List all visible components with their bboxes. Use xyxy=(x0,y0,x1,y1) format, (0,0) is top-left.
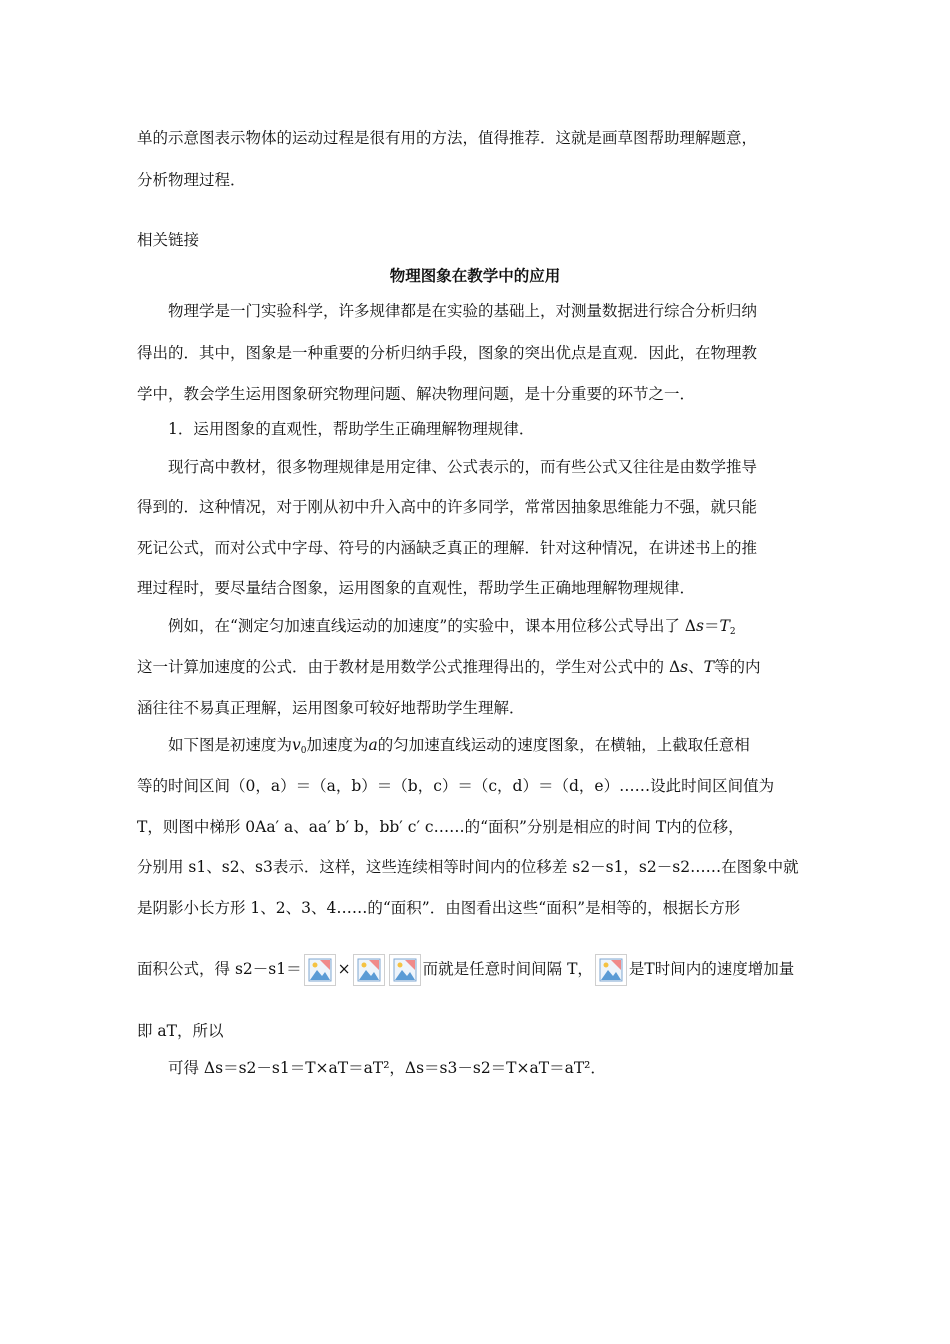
paragraph-line: 例如，在“测定匀加速直线运动的加速度”的实验中，课本用位移公式导出了 $\Delta s=T_2$ xyxy=(168,617,736,637)
paragraph-line: 学中，教会学生运用图象研究物理问题、解决物理问题，是十分重要的环节之一． xyxy=(137,385,696,403)
subheading: 1．运用图象的直观性，帮助学生正确理解物理规律． xyxy=(168,420,535,438)
section-label: 相关链接 xyxy=(137,231,200,249)
paragraph-line-with-images: 面积公式，得 s2－s1＝ × 而就是任意时间间隔 T， 是T时间内的速度增加量 xyxy=(137,952,794,986)
text-line: 单的示意图表示物体的运动过程是很有用的方法，值得推荐．这就是画草图帮助理解题意， xyxy=(137,129,758,147)
paragraph-line: T，则图中梯形 0Aa′ a、aa′ b′ b，bb′ c′ c……的“面积”分别是相应的时间 T内的位移， xyxy=(137,818,744,836)
broken-image-icon xyxy=(595,954,627,986)
paragraph-line: 死记公式，而对公式中字母、符号的内涵缺乏真正的理解．针对这种情况，在讲述书上的推 xyxy=(137,539,758,557)
paragraph-line: 即 aT，所以 xyxy=(137,1022,224,1040)
paragraph-line: 这一计算加速度的公式．由于教材是用数学公式推理得出的，学生对公式中的 Δs、T等的内 xyxy=(137,658,761,676)
formula-line: 可得 Δs＝s2－s1＝T×aT＝aT²，Δs＝s3－s2＝T×aT＝aT²． xyxy=(168,1059,606,1077)
paragraph-line: 是阴影小长方形 1、2、3、4……的“面积”．由图看出这些“面积”是相等的，根据长方形 xyxy=(137,899,741,917)
article-title: 物理图象在教学中的应用 xyxy=(389,267,561,285)
paragraph-line: 分别用 s1、s2、s3表示．这样，这些连续相等时间内的位移差 s2－s1，s2－s2……在图象中就 xyxy=(137,858,799,876)
paragraph-line: 物理学是一门实验科学，许多规律都是在实验的基础上，对测量数据进行综合分析归纳 xyxy=(168,302,758,320)
paragraph-line: 得到的．这种情况，对于刚从初中升入高中的许多同学，常常因抽象思维能力不强，就只能 xyxy=(137,498,758,516)
paragraph-line: 理过程时，要尽量结合图象，运用图象的直观性，帮助学生正确地理解物理规律． xyxy=(137,579,696,597)
paragraph-line: 得出的．其中，图象是一种重要的分析归纳手段，图象的突出优点是直观．因此，在物理教 xyxy=(137,344,758,362)
paragraph-line: 涵往往不易真正理解，运用图象可较好地帮助学生理解． xyxy=(137,699,525,717)
paragraph-line: 如下图是初速度为$v_0$加速度为a的匀加速直线运动的速度图象，在横轴，上截取任意相 xyxy=(168,736,750,756)
broken-image-icon xyxy=(304,954,336,986)
text-line: 分析物理过程． xyxy=(137,171,246,189)
broken-image-icon xyxy=(353,954,385,986)
paragraph-line: 等的时间区间（0，a）＝（a，b）＝（b，c）＝（c，d）＝（d，e）……设此时间区间值为 xyxy=(137,777,775,795)
paragraph-line: 现行高中教材，很多物理规律是用定律、公式表示的，而有些公式又往往是由数学推导 xyxy=(168,458,758,476)
broken-image-icon xyxy=(389,954,421,986)
